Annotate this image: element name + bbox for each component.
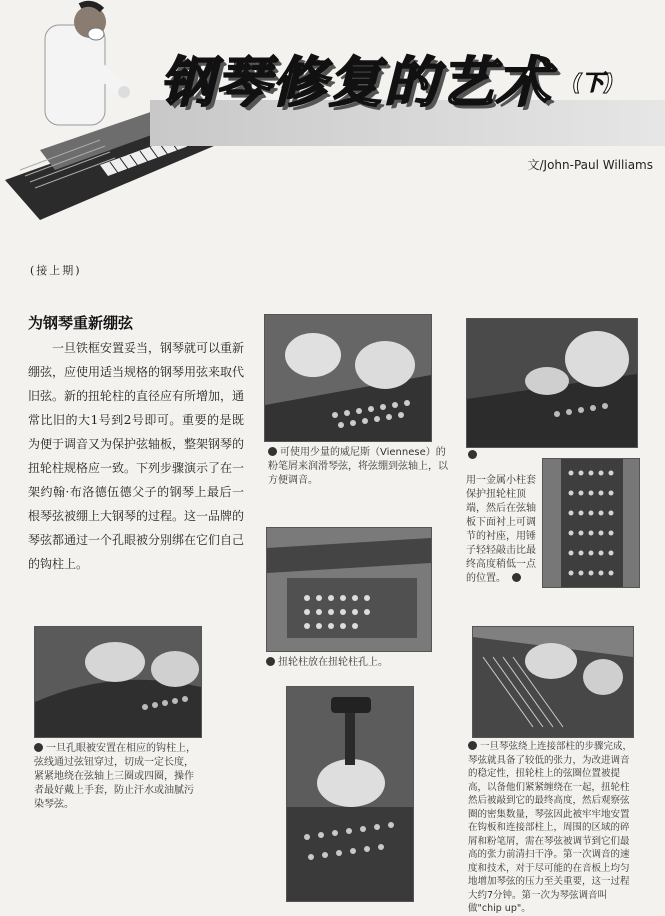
body-text: 一旦铁框安置妥当，钢琴就可以重新绷弦，应使用适当规格的钢琴用弦来取代旧弦。新的扭轮柱的直径应有所增加，通常比旧的大1号到2号即可。重要的是既为便于调音又为保护弦轴板，整架钢琴的扭轮柱规格应一致。下列步骤演示了在一架约翰·布洛德伍德父子的钢琴上最后一根琴弦被绷上大钢琴的过程。这一品牌的琴弦都通过一个孔眼被分别绑在它们自己的钩柱上。 [28,341,245,571]
photo-step-6 [542,458,640,588]
caption-step-2 [268,446,448,488]
caption-step-4 [466,474,538,586]
page-title: 钢琴修复的艺术 [160,51,552,114]
caption-text: 一旦琴弦绕上连接部柱的步骤完成，琴弦就具备了较低的张力，为改进调音的稳定性，扭轮柱上的弦圈位置被提高，以备他们紧紧缠绕在一起，扭轮柱然后被敲到它的最终高度，然后观察弦圈的密集数量，琴弦因此被牢牢地安置在钩板和连接部柱上，周围的区域的碎屑和粉笔屑，需在琴弦被调节到它们最高的张力前清扫干净。第一次调音的速度和技术，对于尽可能的在音板上均匀地增加琴弦的压力至关重要，这一过程大约7分钟。第一次为琴弦调音叫做"chip up"。 [468,741,633,914]
caption-step-3 [266,656,436,670]
bullet-icon [468,450,477,459]
bullet-icon [268,447,277,456]
caption-text: 扭轮柱放在扭轮柱孔上。 [278,657,388,668]
bullet-icon [34,743,43,752]
photo-step-7 [472,626,634,738]
bullet-icon [266,657,275,666]
title-part-label: (下) [572,71,615,96]
photo-step-5 [466,318,638,448]
bullet-icon [468,741,477,750]
photo-step-1 [34,626,202,738]
caption-step-1 [34,742,200,812]
caption-text: 一旦孔眼被安置在相应的钩柱上，弦线通过弦钮穿过，切成一定长度，紧紧地绕在弦轴上三圈或四圈，操作者最好戴上手套，防止汗水或油腻污染琴弦。 [34,743,196,810]
continued-note: (接上期) [30,264,82,277]
bullet-icon [512,573,521,582]
caption-text: 用一金属小柱套保护扭轮柱顶端，然后在弦轴板下面衬上可调节的衬座，用锤子轻轻敲击比最终高度稍低一点的位置。 [466,475,536,584]
caption-step-5 [468,740,638,916]
author-byline: 文/John-Paul Williams [527,158,653,172]
photo-step-3 [266,527,432,652]
photo-step-4 [286,686,414,902]
section-heading: 为钢琴重新绷弦 [28,314,134,332]
photo-step-2 [264,314,432,442]
caption-text: 可使用少量的威尼斯（Viennese）的粉笔屑来润滑琴弦，将弦绷到弦轴上，以方便调音。 [268,447,448,486]
